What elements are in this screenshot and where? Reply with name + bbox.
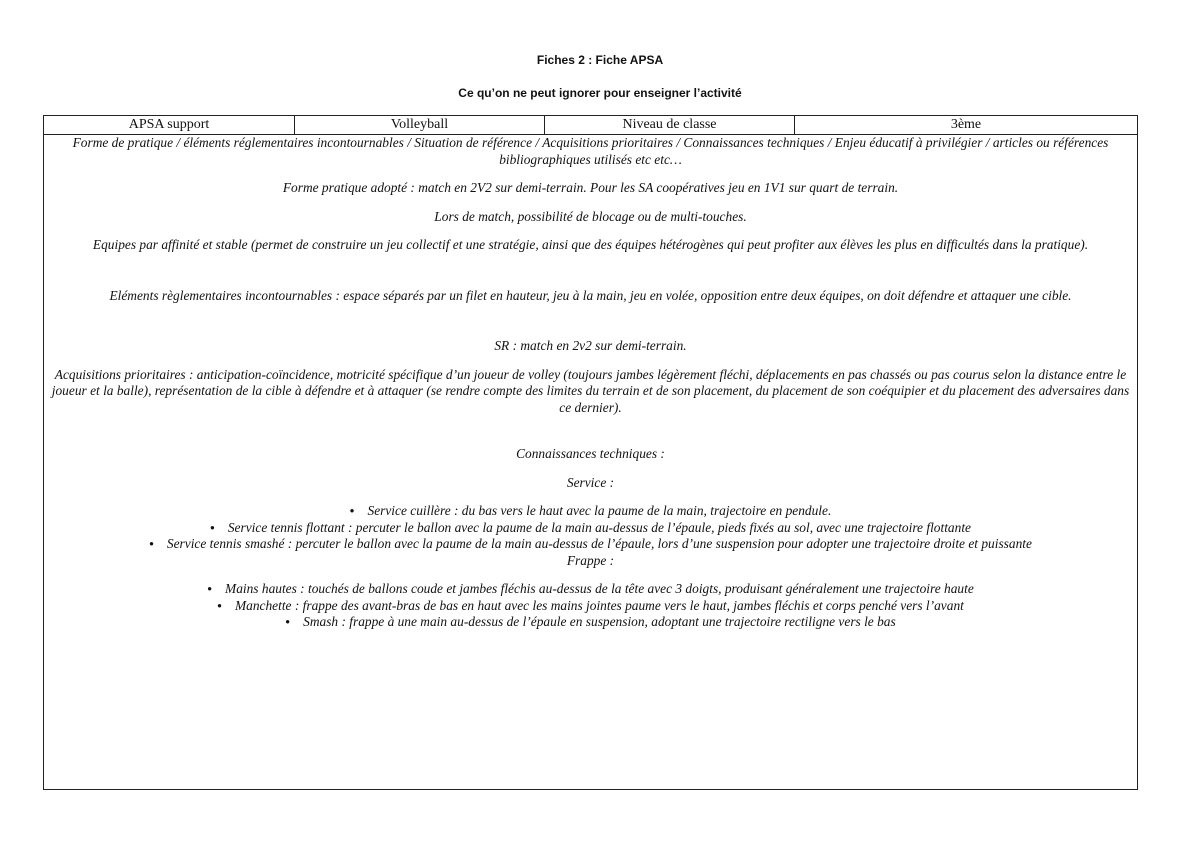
class-level-value: 3ème <box>950 117 982 132</box>
frappe-list-item: ● Smash : frappe à une main au-dessus de l’épaule en suspension, adoptant une trajectoire rectiligne vers le bas <box>48 614 1133 631</box>
service-list-item: ● Service tennis smashé : percuter le ballon avec la paume de la main au-dessus de l’épaule, lors d’une suspension pour adopter une trajectoire droite et puissante <box>48 536 1133 553</box>
sheet-content <box>44 135 1137 631</box>
priority-acquisitions-text: Acquisitions prioritaires : anticipation-coïncidence, motricité spécifique d’un joueur de volley (toujours jambes légèrement fléchi, déplacements en pas chassés ou pas courus selon la distance entre le joueur et la balle), représentation de la cible à défendre et à attaquer (se rendre compte des limites du terrain et de son placement, du placement de son coéquipier et du placement des adversaires dans ce dernier). <box>51 366 1130 415</box>
intro-text: Forme de pratique / éléments réglementaires incontournables / Situation de référence / Acquisitions prioritaires / Connaissances techniques / Enjeu éducatif à privilégier / articles ou références bibliographiques utilisés etc etc… <box>72 135 1109 167</box>
frappe-list-item: ● Manchette : frappe des avant-bras de bas en haut avec les mains jointes paume vers le haut, jambes fléchis et corps penché vers l’avant <box>48 598 1133 615</box>
rules-elements-text: Eléments règlementaires incontournables : espace séparés par un filet en hauteur, jeu à la main, jeu en volée, opposition entre deux équipes, on doit défendre et attaquer une cible. <box>109 287 1072 303</box>
service-heading: Service : <box>566 474 615 490</box>
service-list-item: ● Service cuillère : du bas vers le haut avec la paume de la main, trajectoire en pendule. <box>48 503 1133 520</box>
frappe-heading: Frappe : <box>566 552 615 568</box>
practice-form-text: Forme pratique adopté : match en 2V2 sur demi-terrain. Pour les SA coopératives jeu en 1V1 sur quart de terrain. <box>282 180 899 195</box>
frappe-list-item: ● Mains hautes : touchés de ballons coude et jambes fléchis au-dessus de la tête avec 3 doigts, produisant généralement une trajectoire haute <box>48 581 1133 598</box>
apsa-support-value: Volleyball <box>295 116 545 134</box>
document-title: Fiches 2 : Fiche APSA <box>536 53 664 67</box>
service-list-item: ● Service tennis flottant : percuter le ballon avec la paume de la main au-dessus de l’épaule, pieds fixés au sol, avec une trajectoire flottante <box>48 520 1133 537</box>
match-rules-text: Lors de match, possibilité de blocage ou de multi-touches. <box>434 208 747 224</box>
apsa-support-label: APSA support <box>44 116 295 134</box>
apsa-sheet-table <box>43 115 1138 790</box>
reference-situation-text: SR : match en 2v2 sur demi-terrain. <box>494 338 687 353</box>
teams-text: Equipes par affinité et stable (permet de construire un jeu collectif et une stratégie, ainsi que des équipes hétérogènes qui peut profiter aux élèves les plus en difficultés dans la pratique). <box>92 237 1089 252</box>
techniques-heading: Connaissances techniques : <box>516 446 665 461</box>
document-subtitle: Ce qu’on ne peut ignorer pour enseigner l’activité <box>458 86 742 100</box>
class-level-label: Niveau de classe <box>545 116 795 134</box>
table-header-row <box>44 116 1137 135</box>
